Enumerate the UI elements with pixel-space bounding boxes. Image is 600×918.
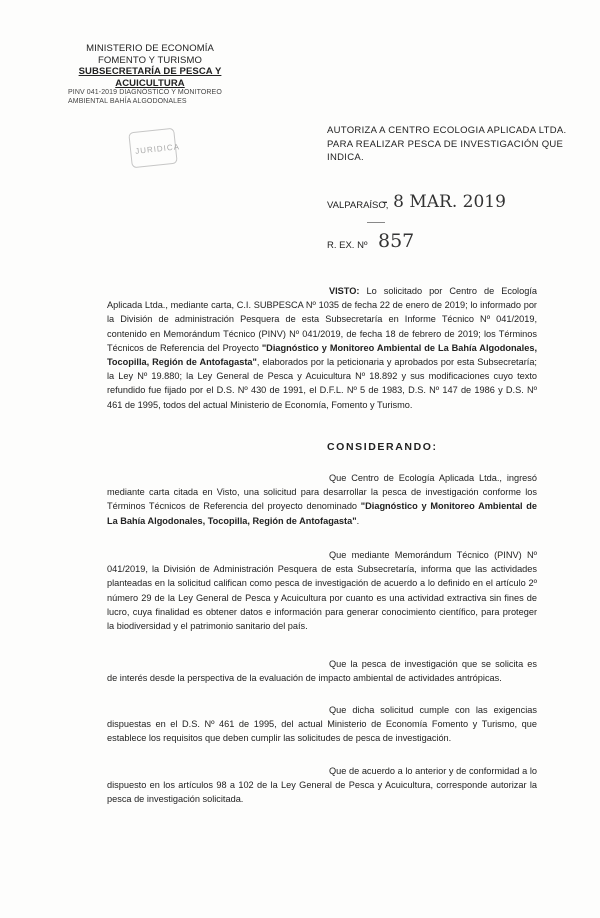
title-line-2: PARA REALIZAR PESCA DE INVESTIGACIÓN QUE — [327, 138, 564, 150]
resolution-number-label: R. EX. Nº — [327, 240, 368, 251]
visto-section — [107, 284, 537, 412]
stamp-text: JURIDICA — [134, 142, 181, 156]
considerando-paragraph-2: Que mediante Memorándum Técnico (PINV) Nº 041/2019, la División de Administración Pesquera de esta Subsecretaría, informa que las actividades planteadas en la solicitud califican como pesca de investigación de acuerdo a lo definido en el artículo 2º número 29 de la Ley General de Pesca y Acuicultura por cuanto es una actividad extractiva sin fines de lucro, cuya finalidad es obtener datos e información para generar conocimiento científico, para proteger la biodiversidad y el patrimonio sanitario del país. — [107, 550, 537, 632]
letterhead — [60, 43, 240, 106]
considerando-heading: CONSIDERANDO: — [327, 441, 438, 453]
place-label: VALPARAÍSO, — [327, 200, 389, 211]
file-reference-line2: AMBIENTAL BAHÍA ALGODONALES — [68, 97, 187, 105]
considerando-paragraph-5: Que de acuerdo a lo anterior y de conformidad a lo dispuesto en los artículos 98 a 102 de la Ley General de Pesca y Acuicultura, corresponde autorizar la pesca de investigación solicitada. — [107, 766, 537, 805]
ministry-name: MINISTERIO DE ECONOMÍA — [86, 43, 214, 54]
resolution-title — [327, 124, 567, 165]
title-line-3: INDICA. — [327, 152, 364, 163]
project-name: "Diagnóstico y Monitoreo Ambiental de La Bahía Algodonales, Tocopilla, Región de Antofagasta" — [107, 342, 537, 368]
legal-department-stamp — [128, 128, 181, 169]
file-reference-line1: PINV 041-2019 DIAGNÓSTICO Y MONITOREO — [68, 89, 222, 96]
undersecretariat-name: SUBSECRETARÍA DE PESCA Y ACUICULTURA — [78, 66, 222, 89]
resolution-number: 857 — [378, 230, 415, 252]
title-line-1: AUTORIZA A CENTRO ECOLOGIA APLICADA LTDA. — [327, 125, 567, 136]
visto-text-1: Lo solicitado por Centro de Ecología Aplicada Ltda., mediante carta, C.I. SUBPESCA Nº 1035 de fecha 22 de enero de 2019; lo informado por la División de administración Pesquera de esta Subsecretaría en Informe Técnico Nº 041/2019, contenido en Memorándum Técnico (PINV) Nº 041/2019, de fecha 18 de febrero de 2019; los Términos Técnicos de Referencia del Proyecto — [107, 286, 537, 353]
considerando-paragraph-4: Que dicha solicitud cumple con las exigencias dispuestas en el D.S. Nº 461 de 1995, del actual Ministerio de Economía Fomento y Turismo, que establece los requisitos que deben cumplir las solicitudes de pesca de investigación. — [107, 705, 537, 744]
considerando-paragraph-1: Que Centro de Ecología Aplicada Ltda., ingresó mediante carta citada en Visto, una solicitud para desarrollar la pesca de investigación conforme los Términos Técnicos de Referencia del proyecto denominado "Diagnóstico y Monitoreo Ambiental de La Bahía Algodonales, Tocopilla, Región de Antofagasta". — [107, 473, 537, 526]
handwritten-dash — [367, 222, 385, 223]
project-name-2: "Diagnóstico y Monitoreo Ambiental de La Bahía Algodonales, Tocopilla, Región de Antofagasta" — [107, 501, 537, 526]
visto-text-2: , elaborados por la peticionaria y aprobados por esta Subsecretaría; la Ley Nº 19.880; la Ley General de Pesca y Acuicultura Nº 18.892 y sus modificaciones cuyo texto refundido fue fijado por el D.S. Nº 430 de 1991, el D.F.L. Nº 5 de 1983, D.S. Nº 147 de 1986 y D.S. Nº 461 de 1995, todos del actual Ministerio de Economía, Fomento y Turismo. — [107, 357, 537, 410]
considerando-paragraph-3: Que la pesca de investigación que se solicita es de interés desde la perspectiva de la evaluación de impacto ambiental de actividades antrópicas. — [107, 659, 537, 684]
resolution-date: - 8 MAR. 2019 — [382, 192, 506, 212]
ministry-subtitle: FOMENTO Y TURISMO — [98, 54, 202, 66]
visto-label: VISTO: — [329, 286, 360, 296]
